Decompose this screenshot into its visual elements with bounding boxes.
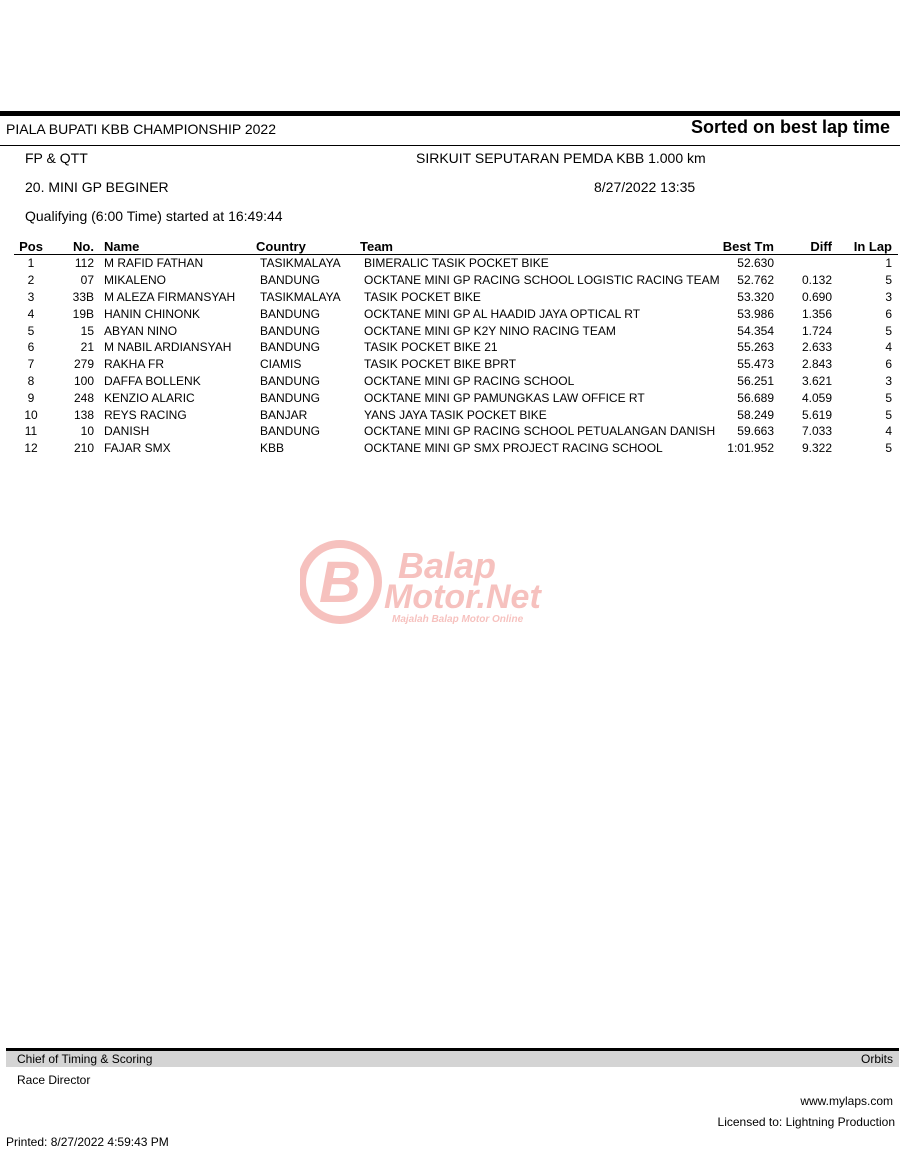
cell-country: KBB (260, 441, 285, 456)
circuit-name: SIRKUIT SEPUTARAN PEMDA KBB 1.000 km (416, 150, 706, 166)
cell-name: DAFFA BOLLENK (104, 373, 201, 388)
results-body (14, 255, 898, 457)
cell-in-lap: 3 (885, 289, 892, 304)
cell-country: BANDUNG (260, 340, 321, 355)
cell-team: OCKTANE MINI GP K2Y NINO RACING TEAM (364, 323, 616, 338)
cell-number: 33B (72, 289, 94, 304)
cell-pos: 8 (27, 373, 35, 388)
cell-name: REYS RACING (104, 407, 187, 422)
cell-team: YANS JAYA TASIK POCKET BIKE (364, 407, 547, 422)
cell-diff: 2.843 (801, 357, 832, 372)
cell-pos: 7 (27, 357, 35, 372)
cell-country: BANDUNG (260, 373, 321, 388)
cell-diff (774, 255, 832, 272)
cell-name: M NABIL ARDIANSYAH (104, 340, 232, 355)
cell-in-lap: 5 (885, 273, 892, 288)
cell-diff: 3.621 (801, 373, 832, 388)
cell-name: HANIN CHINONK (104, 306, 201, 321)
cell-number: 10 (80, 424, 94, 439)
cell-country: BANDUNG (260, 273, 321, 288)
cell-diff: 5.619 (801, 407, 832, 422)
cell-best-time: 56.689 (737, 390, 774, 405)
cell-best-time: 53.320 (737, 289, 774, 304)
cell-best-time: 55.473 (737, 357, 774, 372)
cell-in-lap: 5 (885, 323, 892, 338)
cell-pos: 9 (27, 390, 35, 405)
cell-best-time: 55.263 (737, 340, 774, 355)
cell-team: TASIK POCKET BIKE BPRT (364, 357, 517, 372)
watermark-tagline: Majalah Balap Motor Online (392, 614, 524, 625)
cell-team: BIMERALIC TASIK POCKET BIKE (364, 256, 549, 271)
cell-pos: 4 (27, 306, 35, 321)
table-row (14, 423, 898, 440)
cell-country: TASIKMALAYA (260, 256, 341, 271)
table-row (14, 339, 898, 356)
cell-in-lap: 6 (885, 306, 892, 321)
cell-pos: 6 (27, 340, 35, 355)
table-row (14, 356, 898, 373)
race-director-label: Race Director (17, 1073, 91, 1087)
cell-in-lap: 4 (885, 340, 892, 355)
website-link[interactable]: www.mylaps.com (800, 1094, 893, 1108)
cell-in-lap: 1 (885, 256, 892, 271)
cell-diff: 4.059 (801, 390, 832, 405)
cell-in-lap: 3 (885, 373, 892, 388)
cell-pos: 10 (24, 407, 38, 422)
cell-country: BANDUNG (260, 323, 321, 338)
cell-best-time: 54.354 (737, 323, 774, 338)
cell-in-lap: 4 (885, 424, 892, 439)
cell-best-time: 56.251 (737, 373, 774, 388)
cell-best-time: 52.630 (737, 256, 774, 271)
cell-best-time: 58.249 (737, 407, 774, 422)
license-info: Licensed to: Lightning Production (717, 1115, 895, 1129)
cell-diff: 1.724 (801, 323, 832, 338)
cell-in-lap: 6 (885, 357, 892, 372)
table-row (14, 440, 898, 457)
column-header-team: Team (360, 239, 720, 255)
results-table (14, 239, 898, 457)
cell-team: TASIK POCKET BIKE 21 (364, 340, 498, 355)
cell-diff: 2.633 (801, 340, 832, 355)
cell-name: DANISH (104, 424, 150, 439)
table-row (14, 255, 898, 272)
watermark-line1: Balap (398, 545, 497, 586)
cell-number: 21 (80, 340, 94, 355)
column-header-country: Country (256, 239, 360, 255)
cell-country: TASIKMALAYA (260, 289, 341, 304)
cell-country: CIAMIS (260, 357, 302, 372)
header-divider (0, 145, 900, 146)
cell-number: 210 (73, 441, 94, 456)
cell-name: M ALEZA FIRMANSYAH (104, 289, 236, 304)
column-header-pos: Pos (14, 239, 48, 255)
table-row (14, 373, 898, 390)
cell-number: 248 (73, 390, 94, 405)
cell-number: 138 (73, 407, 94, 422)
cell-number: 112 (74, 256, 94, 271)
cell-team: OCKTANE MINI GP SMX PROJECT RACING SCHOOL (364, 441, 663, 456)
cell-best-time: 1:01.952 (727, 441, 774, 456)
cell-team: OCKTANE MINI GP RACING SCHOOL LOGISTIC RACING TEAM (364, 273, 720, 288)
cell-team: TASIK POCKET BIKE (364, 289, 481, 304)
qualifying-info: Qualifying (6:00 Time) started at 16:49:44 (25, 208, 283, 224)
orbits-label: Orbits (860, 1052, 893, 1066)
cell-best-time: 53.986 (737, 306, 774, 321)
logo-letter: B (319, 550, 361, 615)
cell-diff: 0.690 (801, 289, 832, 304)
table-row (14, 272, 898, 289)
cell-number: 07 (80, 273, 94, 288)
cell-number: 15 (80, 323, 94, 338)
cell-diff: 7.033 (801, 424, 832, 439)
column-header-in-lap: In Lap (832, 239, 898, 255)
cell-diff: 9.322 (801, 441, 832, 456)
chief-of-timing-label: Chief of Timing & Scoring (17, 1052, 153, 1066)
cell-team: OCKTANE MINI GP RACING SCHOOL PETUALANGAN DANISH (364, 424, 716, 439)
cell-diff: 1.356 (801, 306, 832, 321)
cell-name: RAKHA FR (104, 357, 165, 372)
table-row (14, 406, 898, 423)
balapmotor-watermark (300, 536, 602, 628)
session-name: FP & QTT (25, 150, 88, 166)
cell-pos: 1 (27, 256, 35, 271)
table-row (14, 289, 898, 306)
cell-name: MIKALENO (104, 273, 167, 288)
table-header-row (14, 239, 898, 255)
cell-pos: 11 (24, 424, 38, 439)
cell-team: OCKTANE MINI GP AL HAADID JAYA OPTICAL RT (364, 306, 641, 321)
cell-in-lap: 5 (885, 390, 892, 405)
header-rule (0, 111, 900, 116)
cell-pos: 5 (27, 323, 35, 338)
column-header-number: No. (48, 239, 100, 255)
cell-number: 100 (73, 373, 94, 388)
cell-in-lap: 5 (885, 441, 892, 456)
cell-best-time: 59.663 (737, 424, 774, 439)
cell-pos: 12 (24, 441, 38, 456)
cell-country: BANDUNG (260, 424, 321, 439)
cell-name: M RAFID FATHAN (104, 256, 204, 271)
column-header-best-time: Best Tm (720, 239, 774, 255)
table-row (14, 389, 898, 406)
cell-name: ABYAN NINO (104, 323, 178, 338)
watermark-line2: Motor.Net (384, 578, 541, 616)
table-row (14, 305, 898, 322)
cell-name: FAJAR SMX (104, 441, 171, 456)
cell-country: BANDUNG (260, 306, 321, 321)
cell-team: OCKTANE MINI GP PAMUNGKAS LAW OFFICE RT (364, 390, 645, 405)
cell-name: KENZIO ALARIC (104, 390, 195, 405)
cell-in-lap: 5 (885, 407, 892, 422)
cell-pos: 2 (27, 273, 35, 288)
event-datetime: 8/27/2022 13:35 (594, 179, 696, 195)
table-row (14, 322, 898, 339)
cell-number: 279 (73, 357, 94, 372)
cell-pos: 3 (27, 289, 35, 304)
cell-country: BANDUNG (260, 390, 321, 405)
cell-country: BANJAR (260, 407, 308, 422)
cell-number: 19B (72, 306, 94, 321)
class-name: 20. MINI GP BEGINER (25, 179, 169, 195)
printed-timestamp: Printed: 8/27/2022 4:59:43 PM (6, 1135, 169, 1149)
cell-team: OCKTANE MINI GP RACING SCHOOL (364, 373, 575, 388)
cell-diff: 0.132 (801, 273, 832, 288)
sort-label: Sorted on best lap time (690, 117, 890, 137)
event-title: PIALA BUPATI KBB CHAMPIONSHIP 2022 (6, 121, 276, 137)
column-header-name: Name (100, 239, 256, 255)
column-header-diff: Diff (774, 239, 832, 255)
cell-best-time: 52.762 (737, 273, 774, 288)
